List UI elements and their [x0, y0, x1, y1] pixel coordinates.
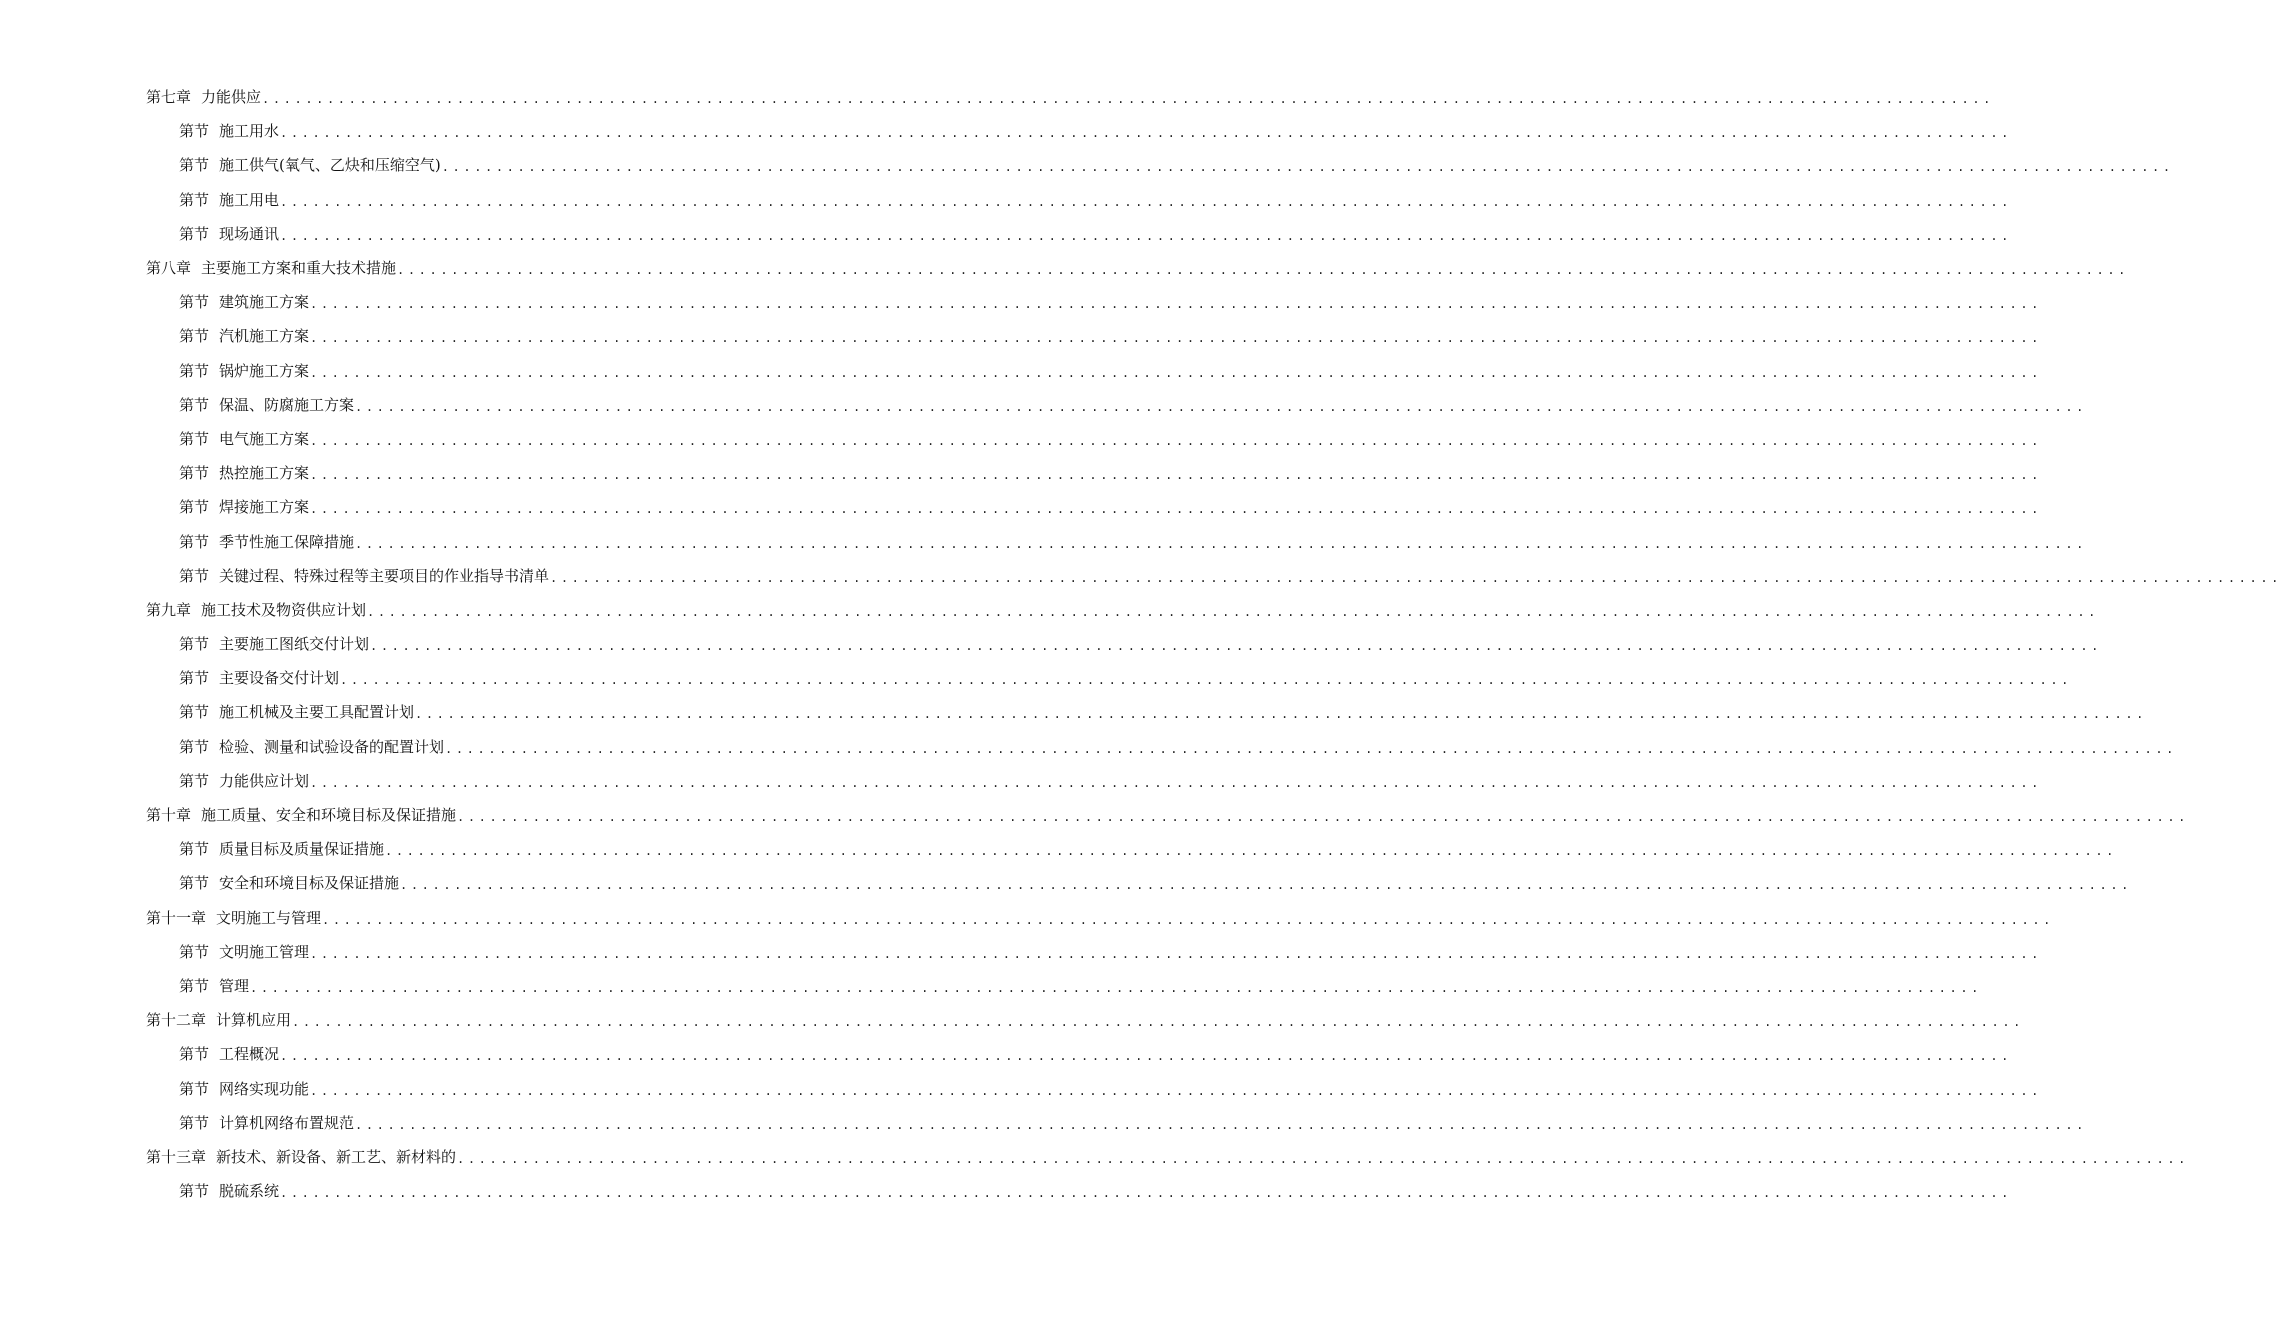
toc-dot-leader: ................................................................................................................................................................ [262, 92, 1994, 107]
toc-entry-label [179, 702, 414, 722]
toc-entry-label [179, 771, 309, 791]
table-of-contents [146, 80, 2282, 1208]
toc-dot-leader: ................................................................................................................................................................ [457, 1151, 2189, 1166]
toc-entry-label [179, 463, 309, 483]
toc-entry-label [179, 1044, 279, 1064]
toc-entry-title: 计算机应用 [216, 1011, 292, 1030]
toc-entry-number: 第节 [179, 669, 210, 688]
toc-entry-number: 第节 [179, 190, 210, 209]
toc-dot-leader: ................................................................................................................................................................ [250, 980, 1982, 995]
toc-section-entry[interactable] [146, 354, 2042, 388]
toc-entry-label [179, 839, 384, 859]
toc-dot-leader: ................................................................................................................................................................ [355, 1117, 2087, 1132]
toc-entry-title: 力能供应 [201, 88, 262, 107]
toc-entry-label [179, 224, 279, 244]
toc-entry-title: 质量目标及质量保证措施 [219, 840, 385, 859]
toc-chapter-entry[interactable] [146, 80, 1994, 114]
toc-entry-number: 第节 [179, 498, 210, 517]
toc-section-entry[interactable] [146, 969, 1982, 1003]
toc-entry-title: 新技术、新设备、新工艺、新材料的 [216, 1147, 457, 1166]
toc-entry-title: 施工技术及物资供应计划 [201, 600, 367, 619]
toc-entry-number: 第节 [179, 942, 210, 961]
toc-dot-leader: ................................................................................................................................................................ [355, 399, 2087, 414]
toc-section-entry[interactable] [146, 1071, 2042, 1105]
toc-entry-title: 计算机网络布置规范 [219, 1113, 355, 1132]
toc-entry-title: 工程概况 [219, 1045, 280, 1064]
toc-dot-leader: ................................................................................................................................................................ [280, 1049, 2012, 1064]
toc-entry-label [179, 497, 309, 517]
toc-section-entry[interactable] [146, 114, 2012, 148]
toc-dot-leader: ................................................................................................................................................................ [280, 126, 2012, 141]
toc-entry-title: 电气施工方案 [219, 429, 310, 448]
toc-entry-title: 施工用水 [219, 122, 280, 141]
toc-entry-label [146, 1147, 456, 1167]
toc-chapter-entry[interactable] [146, 901, 2054, 935]
toc-entry-title: 主要施工方案和重大技术措施 [201, 259, 397, 278]
toc-section-entry[interactable] [146, 730, 2177, 764]
toc-entry-label [179, 634, 369, 654]
toc-dot-leader: ................................................................................................................................................................ [292, 1015, 2024, 1030]
toc-entry-title: 安全和环境目标及保证措施 [219, 874, 400, 893]
toc-entry-number: 第节 [179, 566, 210, 585]
toc-entry-label [179, 1113, 354, 1133]
toc-chapter-entry[interactable] [146, 251, 2129, 285]
toc-dot-leader: ................................................................................................................................................................ [445, 741, 2177, 756]
toc-entry-title: 施工用电 [219, 190, 280, 209]
toc-entry-title: 锅炉施工方案 [219, 361, 310, 380]
toc-entry-label [146, 600, 366, 620]
toc-entry-label [179, 361, 309, 381]
toc-section-entry[interactable] [146, 764, 2042, 798]
toc-entry-label [179, 1079, 309, 1099]
toc-dot-leader: ................................................................................................................................................................ [550, 570, 2282, 585]
toc-entry-number: 第节 [179, 1079, 210, 1098]
toc-entry-title: 施工机械及主要工具配置计划 [219, 703, 415, 722]
toc-entry-number: 第八章 [146, 259, 192, 278]
toc-entry-number: 第十二章 [146, 1011, 207, 1030]
toc-entry-label [179, 1181, 279, 1201]
toc-entry-label [179, 737, 444, 757]
toc-entry-title: 管理 [219, 976, 250, 995]
toc-section-entry[interactable] [146, 524, 2087, 558]
toc-dot-leader: ................................................................................................................................................................ [280, 1186, 2012, 1201]
toc-dot-leader: ................................................................................................................................................................ [310, 297, 2042, 312]
toc-entry-number: 第节 [179, 532, 210, 551]
toc-chapter-entry[interactable] [146, 593, 2099, 627]
toc-entry-label [146, 87, 261, 107]
toc-section-entry[interactable] [146, 832, 2117, 866]
toc-chapter-entry[interactable] [146, 1003, 2024, 1037]
toc-section-entry[interactable] [146, 422, 2042, 456]
toc-entry-title: 施工供气(氧气、乙炔和压缩空气) [219, 156, 441, 175]
toc-section-entry[interactable] [146, 319, 2042, 353]
toc-entry-title: 检验、测量和试验设备的配置计划 [219, 737, 445, 756]
toc-entry-number: 第节 [179, 395, 210, 414]
toc-dot-leader: ................................................................................................................................................................ [310, 1083, 2042, 1098]
toc-dot-leader: ................................................................................................................................................................ [367, 604, 2099, 619]
toc-entry-title: 热控施工方案 [219, 464, 310, 483]
toc-section-entry[interactable] [146, 661, 2072, 695]
toc-entry-number: 第节 [179, 122, 210, 141]
toc-entry-title: 汽机施工方案 [219, 327, 310, 346]
toc-entry-number: 第节 [179, 1182, 210, 1201]
toc-entry-label [146, 908, 321, 928]
toc-entry-number: 第节 [179, 224, 210, 243]
toc-entry-number: 第节 [179, 771, 210, 790]
toc-entry-title: 施工质量、安全和环境目标及保证措施 [201, 806, 457, 825]
toc-entry-number: 第节 [179, 874, 210, 893]
toc-entry-number: 第节 [179, 464, 210, 483]
toc-section-entry[interactable] [146, 388, 2087, 422]
toc-entry-label [146, 1010, 291, 1030]
toc-dot-leader: ................................................................................................................................................................ [397, 263, 2129, 278]
toc-entry-title: 焊接施工方案 [219, 498, 310, 517]
toc-entry-number: 第节 [179, 840, 210, 859]
toc-entry-label [179, 532, 354, 552]
toc-section-entry[interactable] [146, 1037, 2012, 1071]
toc-entry-label [179, 873, 399, 893]
toc-dot-leader: ................................................................................................................................................................ [355, 536, 2087, 551]
toc-entry-label [179, 566, 549, 586]
toc-entry-title: 主要设备交付计划 [219, 669, 340, 688]
toc-section-entry[interactable] [146, 183, 2012, 217]
toc-entry-number: 第节 [179, 1113, 210, 1132]
toc-entry-label [179, 942, 309, 962]
toc-section-entry[interactable] [146, 866, 2132, 900]
toc-dot-leader: ................................................................................................................................................................ [310, 331, 2042, 346]
toc-entry-number: 第十三章 [146, 1147, 207, 1166]
toc-dot-leader: ................................................................................................................................................................ [385, 844, 2117, 859]
toc-entry-title: 网络实现功能 [219, 1079, 310, 1098]
toc-entry-number: 第节 [179, 1045, 210, 1064]
toc-dot-leader: ................................................................................................................................................................ [310, 946, 2042, 961]
toc-entry-number: 第七章 [146, 88, 192, 107]
toc-dot-leader: ................................................................................................................................................................ [400, 878, 2132, 893]
toc-entry-number: 第节 [179, 361, 210, 380]
toc-dot-leader: ................................................................................................................................................................ [441, 160, 2174, 175]
toc-entry-label [179, 429, 309, 449]
toc-entry-number: 第节 [179, 737, 210, 756]
toc-dot-leader: ................................................................................................................................................................ [457, 810, 2189, 825]
toc-entry-label [179, 976, 249, 996]
toc-entry-label [179, 668, 339, 688]
toc-entry-label [179, 292, 309, 312]
toc-section-entry[interactable] [146, 217, 2012, 251]
toc-section-entry[interactable] [146, 148, 2174, 182]
toc-dot-leader: ................................................................................................................................................................ [322, 912, 2054, 927]
toc-section-entry[interactable] [146, 456, 2042, 490]
toc-section-entry[interactable] [146, 285, 2042, 319]
toc-entry-label [179, 190, 279, 210]
toc-chapter-entry[interactable] [146, 798, 2189, 832]
toc-entry-label [179, 121, 279, 141]
toc-dot-leader: ................................................................................................................................................................ [340, 673, 2072, 688]
toc-entry-number: 第十章 [146, 806, 192, 825]
toc-entry-title: 脱硫系统 [219, 1182, 280, 1201]
toc-section-entry[interactable] [146, 935, 2042, 969]
toc-dot-leader: ................................................................................................................................................................ [310, 433, 2042, 448]
toc-entry-number: 第节 [179, 703, 210, 722]
toc-entry-label [146, 258, 396, 278]
toc-entry-title: 季节性施工保障措施 [219, 532, 355, 551]
toc-chapter-entry[interactable] [146, 1140, 2189, 1174]
toc-entry-number: 第九章 [146, 600, 192, 619]
toc-entry-title: 保温、防腐施工方案 [219, 395, 355, 414]
toc-dot-leader: ................................................................................................................................................................ [415, 707, 2147, 722]
toc-entry-title: 关键过程、特殊过程等主要项目的作业指导书清单 [219, 566, 550, 585]
toc-entry-title: 文明施工管理 [219, 942, 310, 961]
toc-section-entry[interactable] [146, 1106, 2087, 1140]
toc-entry-title: 文明施工与管理 [216, 908, 322, 927]
toc-dot-leader: ................................................................................................................................................................ [310, 502, 2042, 517]
toc-dot-leader: ................................................................................................................................................................ [310, 775, 2042, 790]
toc-entry-number: 第节 [179, 976, 210, 995]
toc-entry-title: 建筑施工方案 [219, 293, 310, 312]
toc-dot-leader: ................................................................................................................................................................ [310, 468, 2042, 483]
toc-entry-number: 第十一章 [146, 908, 207, 927]
toc-dot-leader: ................................................................................................................................................................ [280, 228, 2012, 243]
toc-entry-number: 第节 [179, 635, 210, 654]
toc-section-entry[interactable] [146, 695, 2147, 729]
toc-entry-title: 主要施工图纸交付计划 [219, 635, 370, 654]
toc-dot-leader: ................................................................................................................................................................ [280, 194, 2012, 209]
toc-entry-label [146, 805, 456, 825]
toc-entry-title: 力能供应计划 [219, 771, 310, 790]
toc-entry-label [179, 155, 441, 175]
toc-section-entry[interactable] [146, 1174, 2012, 1208]
toc-entry-label [179, 326, 309, 346]
toc-entry-number: 第节 [179, 156, 210, 175]
toc-dot-leader: ................................................................................................................................................................ [310, 365, 2042, 380]
toc-entry-number: 第节 [179, 293, 210, 312]
toc-section-entry[interactable] [146, 627, 2102, 661]
toc-section-entry[interactable] [146, 559, 2282, 593]
toc-entry-number: 第节 [179, 429, 210, 448]
toc-dot-leader: ................................................................................................................................................................ [370, 639, 2102, 654]
toc-entry-number: 第节 [179, 327, 210, 346]
toc-entry-title: 现场通讯 [219, 224, 280, 243]
toc-entry-label [179, 395, 354, 415]
toc-section-entry[interactable] [146, 490, 2042, 524]
